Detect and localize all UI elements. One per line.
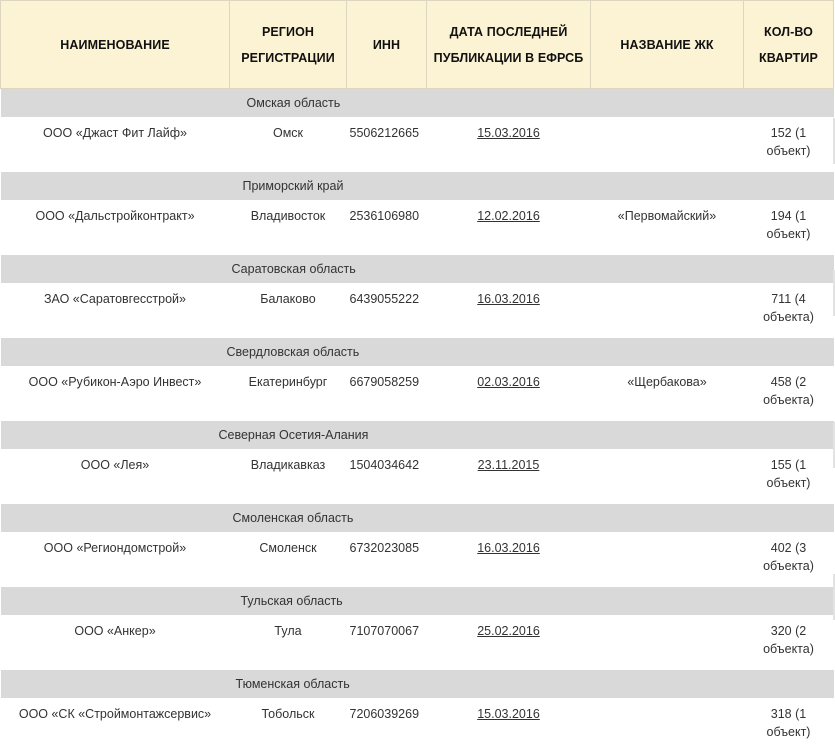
complex-name: [591, 532, 744, 587]
table-row: [1, 449, 834, 504]
inn-value: 6679058259: [347, 366, 427, 421]
publication-date-cell: [427, 200, 591, 255]
inn-value: 7206039269: [347, 698, 427, 753]
registration-city: Балаково: [230, 283, 347, 338]
column-header-flat-count: КОЛ-ВО КВАРТИР: [744, 1, 834, 89]
flat-count: 458 (2 объекта): [744, 366, 834, 421]
region-group-row: [1, 89, 834, 118]
region-name: Смоленская область: [1, 504, 834, 532]
publication-date-link[interactable]: 02.03.2016: [477, 375, 540, 389]
inn-value: 6732023085: [347, 532, 427, 587]
column-header-publication-date: ДАТА ПОСЛЕДНЕЙ ПУБЛИКАЦИИ В ЕФРСБ: [427, 1, 591, 89]
flat-count: 402 (3 объекта): [744, 532, 834, 587]
flat-count: 318 (1 объект): [744, 698, 834, 753]
region-group-row: [1, 587, 834, 615]
region-group-row: [1, 670, 834, 698]
region-group-row: [1, 504, 834, 532]
table-header: [1, 1, 834, 89]
column-header-complex-name: НАЗВАНИЕ ЖК: [591, 1, 744, 89]
inn-value: 1504034642: [347, 449, 427, 504]
registration-city: Смоленск: [230, 532, 347, 587]
publication-date-link[interactable]: 15.03.2016: [477, 707, 540, 721]
company-name: ООО «СК «Строймонтажсервис»: [1, 698, 230, 753]
region-group-row: [1, 255, 834, 283]
region-name: Тюменская область: [1, 670, 834, 698]
column-header-name: НАИМЕНОВАНИЕ: [1, 1, 230, 89]
column-header-inn: ИНН: [347, 1, 427, 89]
complex-name: «Щербакова»: [591, 366, 744, 421]
region-name: Тульская область: [1, 587, 834, 615]
table-row: [1, 698, 834, 753]
region-name: Свердловская область: [1, 338, 834, 366]
flat-count: 711 (4 объекта): [744, 283, 834, 338]
company-name: ООО «Анкер»: [1, 615, 230, 670]
inn-value: 6439055222: [347, 283, 427, 338]
region-group-row: [1, 338, 834, 366]
publication-date-link[interactable]: 15.03.2016: [477, 126, 540, 140]
publication-date-cell: [427, 615, 591, 670]
flat-count: 155 (1 объект): [744, 449, 834, 504]
company-name: ООО «Джаст Фит Лайф»: [1, 117, 230, 172]
publication-date-cell: [427, 117, 591, 172]
table-row: [1, 117, 834, 172]
inn-value: 2536106980: [347, 200, 427, 255]
company-name: ООО «Рубикон-Аэро Инвест»: [1, 366, 230, 421]
region-name: Северная Осетия-Алания: [1, 421, 834, 449]
company-name: ООО «Дальстройконтракт»: [1, 200, 230, 255]
publication-date-cell: [427, 366, 591, 421]
table-row: [1, 283, 834, 338]
publication-date-cell: [427, 698, 591, 753]
registration-city: Тобольск: [230, 698, 347, 753]
company-name: ООО «Лея»: [1, 449, 230, 504]
complex-name: [591, 698, 744, 753]
region-name: Приморский край: [1, 172, 834, 200]
flat-count: 320 (2 объекта): [744, 615, 834, 670]
table-row: [1, 532, 834, 587]
registration-city: Тула: [230, 615, 347, 670]
region-name: Омская область: [1, 89, 834, 118]
region-group-row: [1, 421, 834, 449]
flat-count: 152 (1 объект): [744, 117, 834, 172]
registration-city: Омск: [230, 117, 347, 172]
publication-date-cell: [427, 449, 591, 504]
table-row: [1, 366, 834, 421]
flat-count: 194 (1 объект): [744, 200, 834, 255]
company-name: ООО «Региондомстрой»: [1, 532, 230, 587]
inn-value: 5506212665: [347, 117, 427, 172]
table-body: [1, 89, 834, 753]
region-name: Саратовская область: [1, 255, 834, 283]
publication-date-link[interactable]: 12.02.2016: [477, 209, 540, 223]
publication-date-cell: [427, 283, 591, 338]
registration-city: Владикавказ: [230, 449, 347, 504]
company-name: ЗАО «Саратовгесстрой»: [1, 283, 230, 338]
column-header-region: РЕГИОН РЕГИСТРАЦИИ: [230, 1, 347, 89]
registration-city: Екатеринбург: [230, 366, 347, 421]
publication-date-cell: [427, 532, 591, 587]
publication-date-link[interactable]: 16.03.2016: [477, 292, 540, 306]
complex-name: [591, 117, 744, 172]
complex-name: «Первомайский»: [591, 200, 744, 255]
complex-name: [591, 283, 744, 338]
publication-date-link[interactable]: 16.03.2016: [477, 541, 540, 555]
registration-city: Владивосток: [230, 200, 347, 255]
inn-value: 7107070067: [347, 615, 427, 670]
publication-date-link[interactable]: 23.11.2015: [478, 458, 540, 472]
table-row: [1, 615, 834, 670]
region-group-row: [1, 172, 834, 200]
table-row: [1, 200, 834, 255]
complex-name: [591, 449, 744, 504]
publication-date-link[interactable]: 25.02.2016: [477, 624, 540, 638]
complex-name: [591, 615, 744, 670]
